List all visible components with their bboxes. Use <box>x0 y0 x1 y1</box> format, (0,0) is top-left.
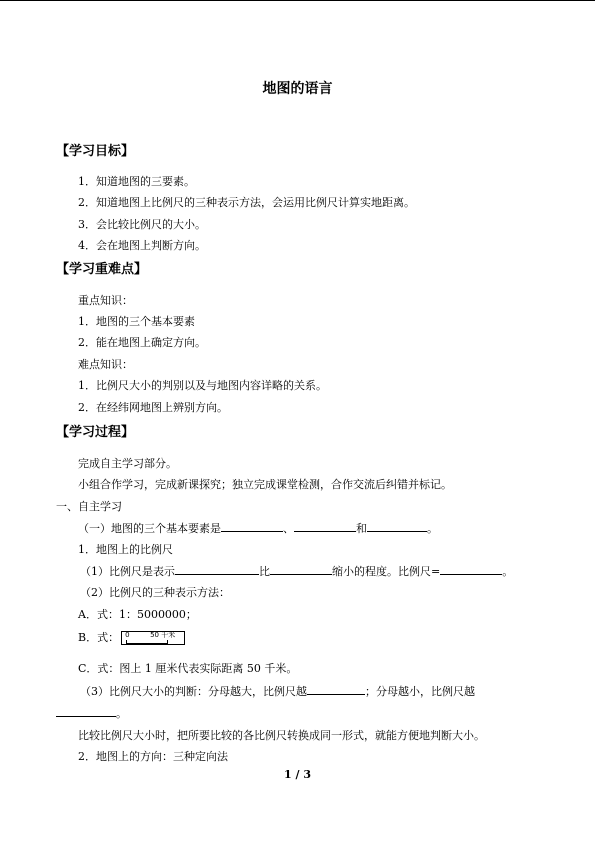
scale-zero-label: 0 <box>125 631 130 639</box>
difficult-item: 1．比例尺大小的判别以及与地图内容详略的关系。 <box>78 379 327 392</box>
section-heading-keypoints: 【学习重难点】 <box>56 262 148 277</box>
question-text: 。 <box>427 522 438 535</box>
question-map-elements <box>78 521 438 536</box>
question-text: ；分母越小，比例尺越 <box>365 685 475 698</box>
difficult-item: 2．在经纬网地图上辨别方向。 <box>78 401 228 414</box>
method-b <box>78 631 185 645</box>
fill-blank[interactable] <box>175 564 259 575</box>
goal-item: 3．会比较比例尺的大小。 <box>78 218 206 231</box>
fill-blank[interactable] <box>221 521 283 532</box>
top-border-line <box>0 0 595 1</box>
compare-note: 比较比例尺大小时，把所要比较的各比例尺转换成同一形式，就能方便地判断大小。 <box>78 729 485 742</box>
method-a: A．式：1：5000000； <box>78 608 197 621</box>
question-scale-definition <box>80 564 513 579</box>
question-text: 缩小的程度。比例尺= <box>332 565 441 578</box>
question-scale-judgement-cont <box>56 706 127 721</box>
question-text: 比 <box>259 565 270 578</box>
question-scale-judgement <box>80 684 475 699</box>
question-text: 和 <box>356 522 367 535</box>
scale-heading: 1．地图上的比例尺 <box>78 543 173 556</box>
key-item: 2．能在地图上确定方向。 <box>78 336 206 349</box>
key-item: 1．地图的三个基本要素 <box>78 315 195 328</box>
goal-item: 1．知道地图的三要素。 <box>78 175 195 188</box>
page-title: 地图的语言 <box>262 81 333 97</box>
fill-blank[interactable] <box>270 564 332 575</box>
fill-blank[interactable] <box>294 521 356 532</box>
page-number: 1 / 3 <box>284 768 311 781</box>
process-intro: 完成自主学习部分。 <box>78 457 177 470</box>
question-text: 。 <box>502 565 514 578</box>
method-b-label: B．式： <box>78 631 120 644</box>
key-knowledge-label: 重点知识： <box>78 294 133 307</box>
difficult-knowledge-label: 难点知识： <box>78 358 133 371</box>
question-scale-methods: （2）比例尺的三种表示方法： <box>80 586 230 599</box>
fill-blank[interactable] <box>440 564 502 575</box>
fill-blank[interactable] <box>367 521 427 532</box>
goal-item: 2．知道地图上比例尺的三种表示方法，会运用比例尺计算实地距离。 <box>78 196 415 209</box>
part1-heading: 一、自主学习 <box>56 500 122 513</box>
scale-ruler <box>126 640 168 644</box>
section-heading-goals: 【学习目标】 <box>56 144 135 159</box>
question-text: （一）地图的三个基本要素是 <box>78 522 221 535</box>
question-text: （1）比例尺是表示 <box>80 565 175 578</box>
direction-heading: 2．地图上的方向：三种定向法 <box>78 750 228 763</box>
goal-item: 4．会在地图上判断方向。 <box>78 239 206 252</box>
process-intro: 小组合作学习，完成新课探究；独立完成课堂检测，合作交流后纠错并标记。 <box>78 478 452 491</box>
section-heading-process: 【学习过程】 <box>56 425 135 440</box>
question-text: 、 <box>283 522 294 535</box>
fill-blank[interactable] <box>307 684 365 695</box>
fill-blank[interactable] <box>56 706 116 717</box>
question-text: 。 <box>116 707 127 720</box>
question-text: （3）比例尺大小的判断：分母越大，比例尺越 <box>80 685 307 698</box>
scale-value-label: 50 千米 <box>150 631 176 639</box>
scale-bar-icon <box>121 631 185 645</box>
method-c: C．式：图上 1 厘米代表实际距离 50 千米。 <box>78 662 298 675</box>
